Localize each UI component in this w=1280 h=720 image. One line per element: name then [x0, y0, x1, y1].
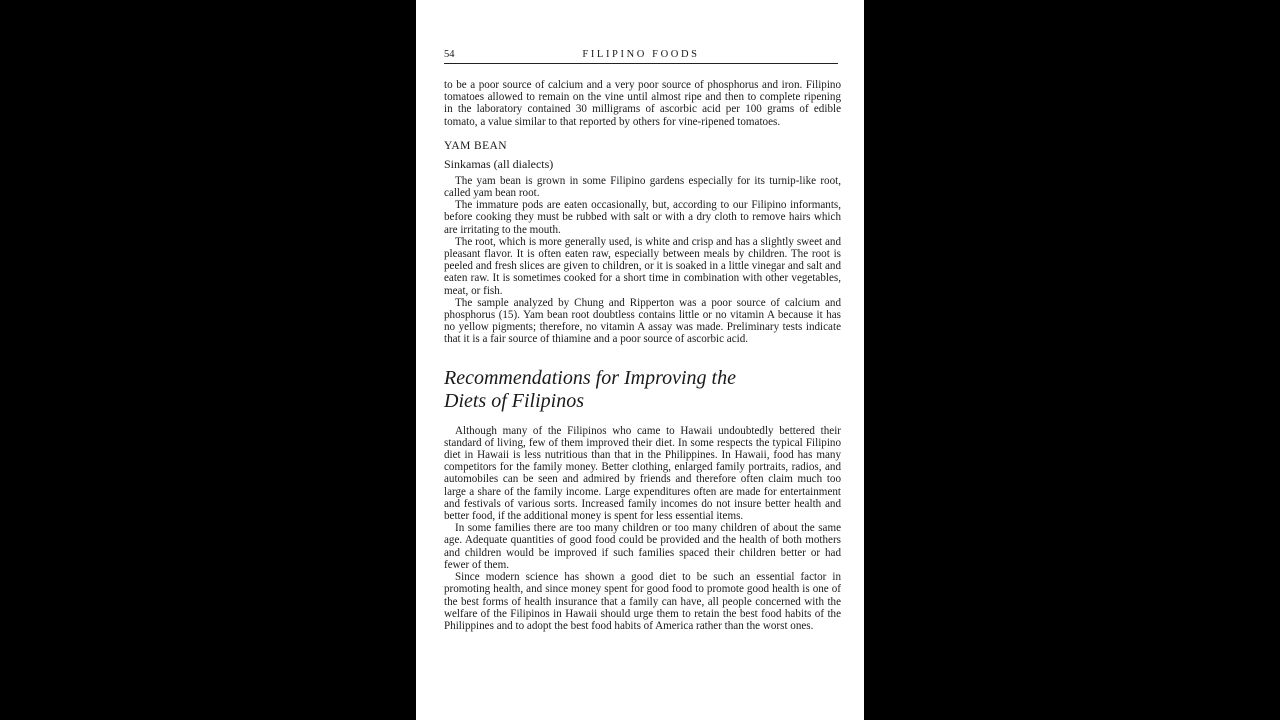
body-paragraph: The immature pods are eaten occasionally, but, according to our Filipino informants, before cooking they must be rubbed with salt or with a dry cloth to remove hairs which are irritating to the mouth. [444, 199, 841, 236]
header-rule [444, 63, 838, 64]
document-page [416, 0, 864, 720]
body-paragraph: The sample analyzed by Chung and Ripperton was a poor source of calcium and phosphorus (15). Yam bean root doubtless contains little or no vitamin A because it has no yellow pigments; therefore, no vitamin A assay was made. Preliminary tests indicate that it is a fair source of thiamine and a poor source of ascorbic acid. [444, 296, 841, 346]
body-paragraph: In some families there are too many children or too many children of about the same age. Adequate quantities of good food could be provided and the health of both mothers and children would be improved if such families spaced their children better or had fewer of them. [444, 522, 841, 571]
body-paragraph: Although many of the Filipinos who came to Hawaii undoubtedly bettered their standard of living, few of them improved their diet. In some respects the typical Filipino diet in Hawaii is less nutritious than that in the Philippines. In Hawaii, food has many competitors for the family money. Better clothing, enlarged family portraits, radios, and automobiles can be seen and admired by friends and therefore often claim much too large a share of the family income. Large expenditures often are made for entertainment and festivals of various sorts. Increased family incomes do not insure better health and better food, if the additional money is spent for less essential items. [444, 424, 841, 523]
running-head [444, 49, 838, 63]
body-paragraph: The yam bean is grown in some Filipino gardens especially for its turnip-like root, called yam bean root. [444, 174, 841, 200]
section-heading-yam-bean: YAM BEAN [444, 139, 507, 152]
body-paragraph: The root, which is more generally used, is white and crisp and has a slightly sweet and pleasant flavor. It is often eaten raw, especially between meals by children. The root is peeled and fresh slices are given to children, or it is soaked in a little vinegar and salt and eaten raw. It is sometimes cooked for a short time in combination with other vegetables, meat, or fish. [444, 235, 841, 297]
chapter-title [444, 367, 841, 413]
page-body [444, 79, 841, 632]
running-title: FILIPINO FOODS [582, 49, 700, 60]
continuation-paragraph: to be a poor source of calcium and a very poor source of phosphorus and iron. Filipino tomatoes allowed to remain on the vine until almost ripe and then to complete ripening in the laboratory contained 30 milligrams of ascorbic acid per 100 grams of edible tomato, a value similar to that reported by others for vine-ripened tomatoes. [444, 79, 841, 128]
page-number: 54 [444, 49, 455, 60]
chapter-title-line-2: Diets of Filipinos [444, 389, 584, 412]
body-paragraph: Since modern science has shown a good diet to be such an essential factor in promoting health, and since money spent for good food to promote good health is one of the best forms of health insurance that a family can have, all people concerned with the welfare of the Filipinos in Hawaii should urge them to retain the best food habits of the Philippines and to adopt the best food habits of America rather than the worst ones. [444, 571, 841, 632]
chapter-title-line-1: Recommendations for Improving the [444, 366, 736, 389]
section-subheading-sinkamas: Sinkamas (all dialects) [444, 156, 554, 171]
